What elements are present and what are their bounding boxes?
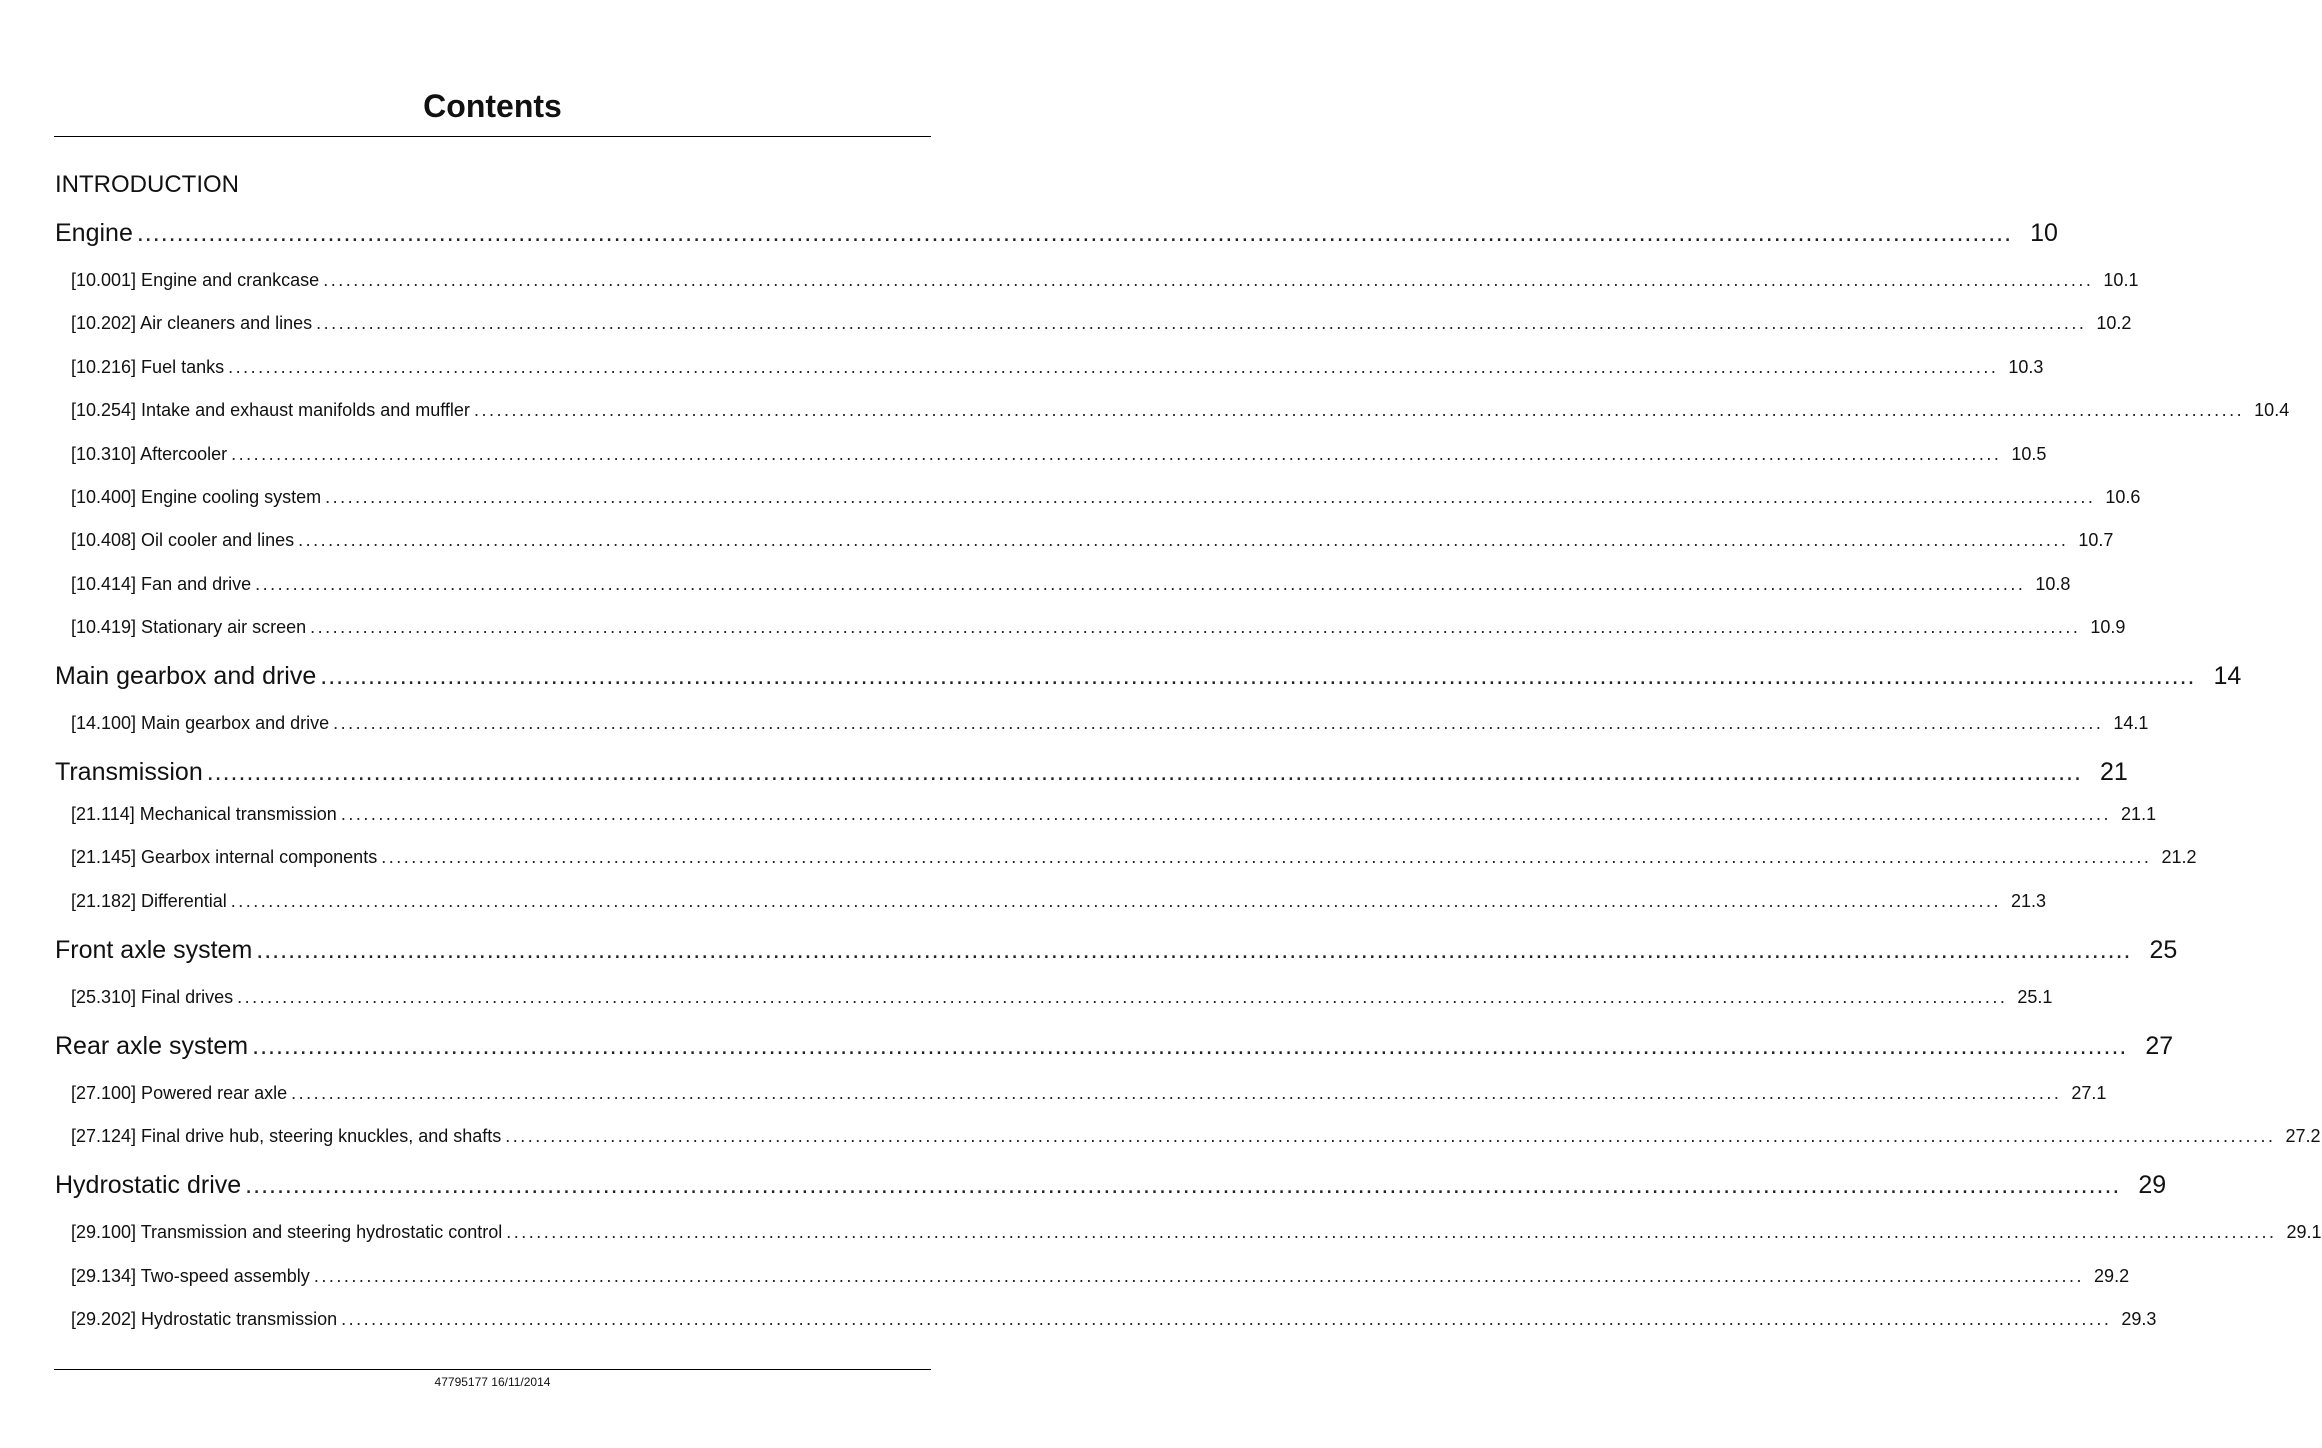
toc-chapter-page: 29: [2138, 1171, 2167, 1199]
toc-section[interactable]: [71, 1123, 2321, 1149]
toc-chapter-main-gearbox[interactable]: [55, 659, 2242, 693]
toc-section-title: [10.414] Fan and drive: [71, 574, 252, 594]
page-title: Contents: [423, 88, 562, 124]
toc-section[interactable]: [71, 1263, 2130, 1289]
toc-chapter-rear-axle[interactable]: [55, 1029, 2174, 1063]
toc-leader-dots: ............................................................................................................................................................................................................................................: [313, 1266, 2085, 1286]
toc-leader-dots: ............................................................................................................................................................................................................................................: [381, 847, 2152, 867]
toc-leader-dots: ............................................................................................................................................................................................................................................: [506, 1222, 2277, 1242]
toc-section-title: [10.216] Fuel tanks: [71, 357, 225, 377]
toc-section-page: 10.8: [2035, 574, 2071, 594]
toc-leader-dots: ............................................................................................................................................................................................................................................: [252, 1032, 2128, 1060]
toc-section-title: [10.400] Engine cooling system: [71, 487, 322, 507]
toc-chapter-title: Engine: [55, 219, 133, 247]
toc-section[interactable]: [71, 267, 2139, 293]
toc-section-title: [21.114] Mechanical transmission: [71, 804, 337, 824]
title-rule: [54, 136, 931, 137]
toc-section-title: [27.100] Powered rear axle: [71, 1083, 288, 1103]
toc-section-title: [27.124] Final drive hub, steering knuckles, and shafts: [71, 1126, 502, 1146]
toc-leader-dots: ............................................................................................................................................................................................................................................: [298, 530, 2069, 550]
toc-section-title: [14.100] Main gearbox and drive: [71, 713, 330, 733]
toc-section[interactable]: [71, 310, 2132, 336]
toc-section[interactable]: [71, 614, 2126, 640]
toc-section[interactable]: [71, 888, 2047, 914]
toc-chapter-page: 25: [2149, 936, 2178, 964]
toc-chapter-title: Front axle system: [55, 936, 253, 964]
toc-leader-dots: ............................................................................................................................................................................................................................................: [231, 444, 2002, 464]
toc-leader-dots: ............................................................................................................................................................................................................................................: [256, 936, 2132, 964]
toc-leader-dots: ............................................................................................................................................................................................................................................: [237, 987, 2008, 1007]
toc-section-title: [10.408] Oil cooler and lines: [71, 530, 295, 550]
toc-section-page: 14.1: [2113, 713, 2149, 733]
toc-leader-dots: ............................................................................................................................................................................................................................................: [316, 313, 2087, 333]
toc-section-title: [10.310] Aftercooler: [71, 444, 228, 464]
toc-section-title: [21.182] Differential: [71, 891, 227, 911]
toc-leader-dots: ............................................................................................................................................................................................................................................: [325, 487, 2096, 507]
toc-leader-dots: ............................................................................................................................................................................................................................................: [245, 1171, 2121, 1199]
toc-chapter-front-axle[interactable]: [55, 933, 2178, 967]
toc-section-page: 21.1: [2121, 804, 2157, 824]
toc-leader-dots: ............................................................................................................................................................................................................................................: [291, 1083, 2062, 1103]
toc-leader-dots: ............................................................................................................................................................................................................................................: [505, 1126, 2276, 1146]
toc-section-title: [10.202] Air cleaners and lines: [71, 313, 313, 333]
toc-section-page: 10.5: [2011, 444, 2047, 464]
toc-leader-dots: ............................................................................................................................................................................................................................................: [310, 617, 2081, 637]
intro-heading: INTRODUCTION: [55, 171, 239, 198]
toc-chapter-engine[interactable]: [55, 216, 2058, 250]
toc-section-title: [25.310] Final drives: [71, 987, 234, 1007]
toc-section-page: 29.2: [2094, 1266, 2130, 1286]
toc-leader-dots: ............................................................................................................................................................................................................................................: [320, 662, 2196, 690]
toc-chapter-title: Main gearbox and drive: [55, 662, 317, 690]
toc-leader-dots: ............................................................................................................................................................................................................................................: [473, 400, 2245, 420]
toc-section-page: 27.1: [2071, 1083, 2107, 1103]
footer-rule: [54, 1369, 931, 1370]
toc-chapter-page: 27: [2145, 1032, 2174, 1060]
toc-leader-dots: ............................................................................................................................................................................................................................................: [340, 804, 2112, 824]
toc-section-page: 10.9: [2090, 617, 2126, 637]
toc-chapter-page: 14: [2213, 662, 2242, 690]
toc-leader-dots: ............................................................................................................................................................................................................................................: [341, 1309, 2112, 1329]
toc-section-page: 21.3: [2011, 891, 2047, 911]
toc-section-page: 29.1: [2286, 1222, 2322, 1242]
toc-chapter-title: Hydrostatic drive: [55, 1171, 242, 1199]
toc-section-title: [10.001] Engine and crankcase: [71, 270, 320, 290]
toc-section[interactable]: [71, 710, 2149, 736]
toc-section-page: 10.7: [2078, 530, 2114, 550]
toc-section[interactable]: [71, 801, 2157, 827]
toc-section[interactable]: [71, 354, 2044, 380]
toc-section[interactable]: [71, 397, 2290, 423]
toc-section[interactable]: [71, 1219, 2322, 1245]
toc-section[interactable]: [71, 1080, 2107, 1106]
toc-leader-dots: ............................................................................................................................................................................................................................................: [228, 357, 1999, 377]
toc-leader-dots: ............................................................................................................................................................................................................................................: [230, 891, 2002, 911]
toc-section-page: 10.6: [2105, 487, 2141, 507]
toc-section-title: [21.145] Gearbox internal components: [71, 847, 378, 867]
toc-section-page: 10.1: [2103, 270, 2139, 290]
toc-section-page: 25.1: [2017, 987, 2053, 1007]
toc-chapter-page: 21: [2099, 758, 2128, 786]
toc-section[interactable]: [71, 527, 2114, 553]
toc-section-title: [10.419] Stationary air screen: [71, 617, 307, 637]
toc-leader-dots: ............................................................................................................................................................................................................................................: [255, 574, 2026, 594]
page-footer: 47795177 16/11/2014: [434, 1375, 551, 1389]
toc-chapter-title: Transmission: [55, 758, 203, 786]
toc-chapter-page: 10: [2030, 219, 2058, 247]
toc-section-page: 27.2: [2285, 1126, 2321, 1146]
toc-section[interactable]: [71, 1306, 2157, 1332]
toc-leader-dots: ............................................................................................................................................................................................................................................: [333, 713, 2104, 733]
toc-chapter-transmission[interactable]: [55, 755, 2128, 789]
toc-section[interactable]: [71, 984, 2053, 1010]
toc-section[interactable]: [71, 441, 2047, 467]
toc-section-page: 10.4: [2254, 400, 2290, 420]
toc-leader-dots: ............................................................................................................................................................................................................................................: [206, 758, 2082, 786]
toc-section[interactable]: [71, 484, 2141, 510]
toc-section-page: 21.2: [2161, 847, 2197, 867]
toc-section-title: [29.202] Hydrostatic transmission: [71, 1309, 338, 1329]
toc-section-page: 10.2: [2096, 313, 2132, 333]
toc-section-page: 10.3: [2008, 357, 2044, 377]
toc-section[interactable]: [71, 571, 2071, 597]
toc-chapter-title: Rear axle system: [55, 1032, 249, 1060]
toc-section-title: [29.134] Two-speed assembly: [71, 1266, 310, 1286]
toc-leader-dots: ............................................................................................................................................................................................................................................: [136, 219, 2013, 247]
toc-chapter-hydrostatic-drive[interactable]: [55, 1168, 2167, 1202]
toc-section[interactable]: [71, 844, 2197, 870]
toc-section-title: [29.100] Transmission and steering hydrostatic control: [71, 1222, 503, 1242]
toc-section-page: 29.3: [2121, 1309, 2157, 1329]
toc-leader-dots: ............................................................................................................................................................................................................................................: [323, 270, 2094, 290]
toc-section-title: [10.254] Intake and exhaust manifolds and muffler: [71, 400, 470, 420]
